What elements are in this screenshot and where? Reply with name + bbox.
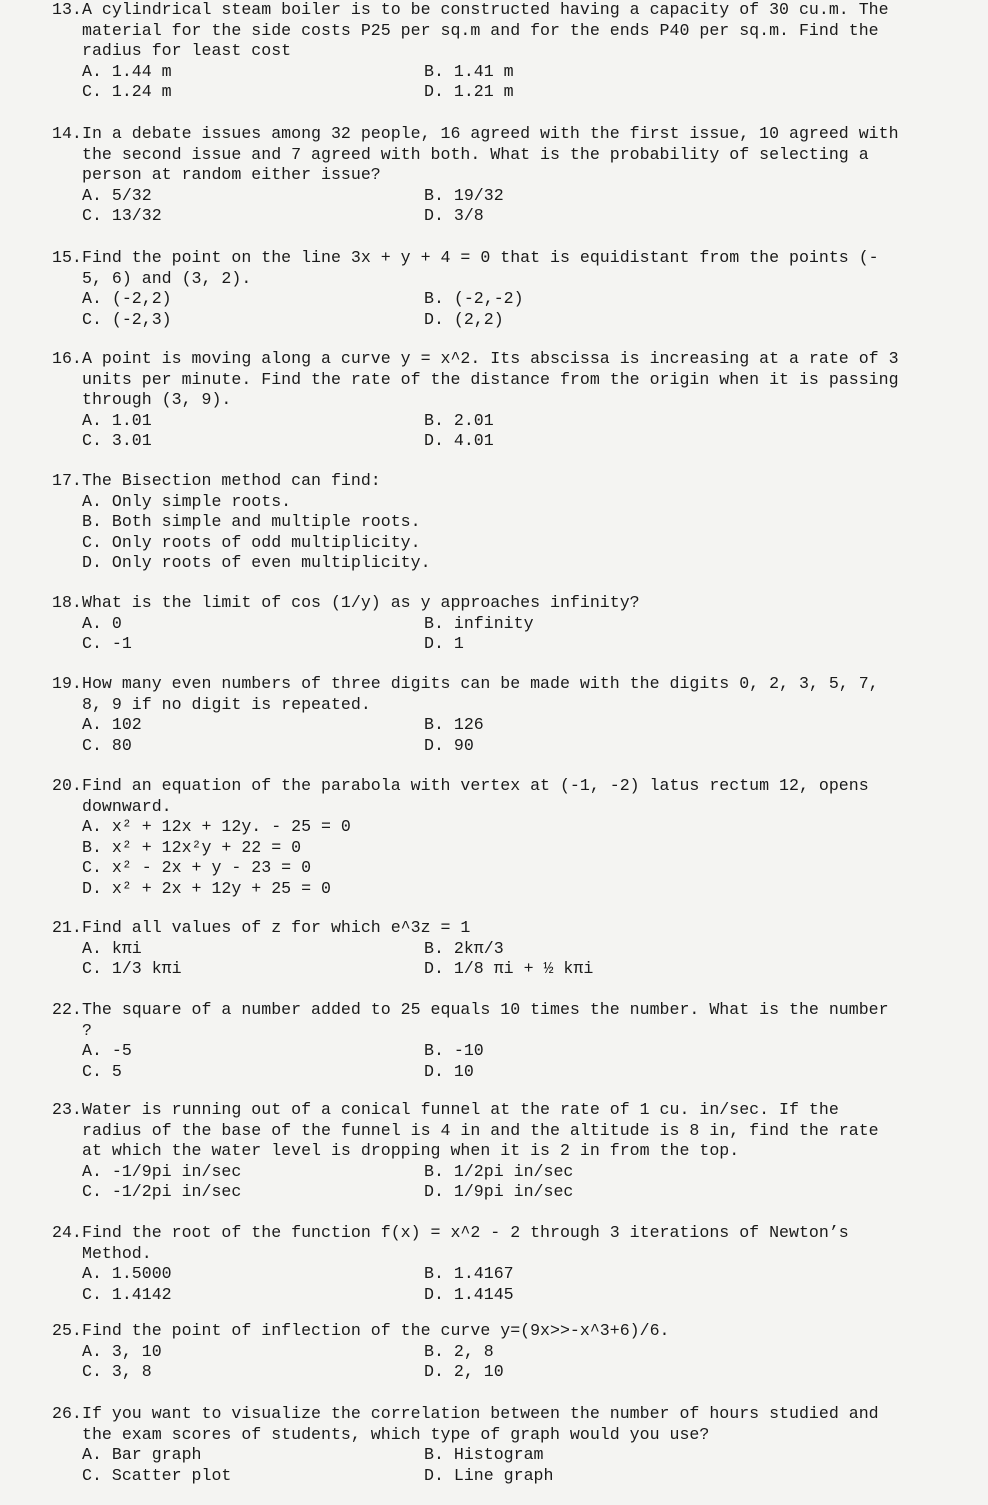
option-c: C. -1 (82, 634, 132, 653)
option-c: C. Scatter plot (82, 1465, 232, 1485)
option-b: B. 1.41 m (424, 61, 514, 81)
question-number: 14. (52, 124, 82, 143)
option-a: A. 1.44 m (82, 61, 172, 81)
question-13 (52, 0, 982, 103)
option-a: A. 102 (82, 715, 142, 734)
option-d: D. 1 (424, 634, 464, 653)
question-number: 16. (52, 349, 82, 368)
option-b: B. 19/32 (424, 185, 504, 205)
question-text: A point is moving along a curve y = x^2. Its abscissa is increasing at a rate of 3 units per minute. Find the rate of the distance from the origin when it is passing through (3, 9). (82, 349, 899, 409)
option-d: D. 90 (424, 735, 474, 755)
option-c: C. 80 (82, 735, 132, 755)
question-number: 19. (52, 674, 82, 693)
question-25 (52, 1321, 982, 1383)
question-16 (52, 349, 982, 452)
option-a: A. Only simple roots. (82, 491, 292, 511)
question-20 (52, 776, 982, 899)
option-a: A. 5/32 (82, 185, 152, 205)
question-text: A cylindrical steam boiler is to be constructed having a capacity of 30 cu.m. The material for the side costs P25 per sq.m and for the ends P40 per sq.m. Find the radius for least cost (82, 0, 889, 60)
option-d: D. 1.4145 (424, 1284, 514, 1304)
question-text: Find an equation of the parabola with vertex at (-1, -2) latus rectum 12, opens downward. (82, 776, 869, 816)
option-a: A. 0 (82, 613, 122, 633)
option-a: A. 1.5000 (82, 1264, 172, 1283)
question-text: Find the point on the line 3x + y + 4 = 0 that is equidistant from the points (- 5, 6) and (3, 2). (82, 248, 879, 288)
option-b: B. (-2,-2) (424, 289, 524, 308)
question-21 (52, 918, 982, 980)
option-b: B. 2, 8 (424, 1341, 494, 1361)
option-b: B. 1.4167 (424, 1264, 514, 1283)
question-number: 15. (52, 248, 82, 267)
question-23 (52, 1100, 982, 1203)
question-22 (52, 1000, 982, 1082)
option-c: C. (-2,3) (82, 309, 172, 329)
option-b: B. 1/2pi in/sec (424, 1161, 574, 1181)
option-d: D. 3/8 (424, 206, 484, 225)
question-number: 21. (52, 918, 82, 937)
question-number: 22. (52, 1000, 82, 1019)
option-c: C. Only roots of odd multiplicity. (82, 532, 421, 552)
option-b: B. x² + 12x²y + 22 = 0 (82, 837, 302, 857)
question-number: 26. (52, 1404, 82, 1423)
question-26 (52, 1404, 982, 1486)
question-number: 18. (52, 593, 82, 612)
option-c: C. 5 (82, 1061, 122, 1081)
option-d: D. 1/8 πi + ½ kπi (424, 959, 594, 978)
question-text: In a debate issues among 32 people, 16 agreed with the first issue, 10 agreed with the second issue and 7 agreed with both. What is the probability of selecting a person at random either issue? (82, 124, 899, 184)
question-text: If you want to visualize the correlation between the number of hours studied and the exam scores of students, which type of graph would you use? (82, 1404, 879, 1444)
option-a: A. 1.01 (82, 410, 152, 430)
option-d: D. 2, 10 (424, 1362, 504, 1381)
question-number: 25. (52, 1321, 82, 1340)
question-text: Find the point of inflection of the curve y=(9x>>-x^3+6)/6. (82, 1321, 670, 1340)
option-a: A. (-2,2) (82, 289, 172, 308)
question-text: Find all values of z for which e^3z = 1 (82, 918, 471, 937)
option-d: D. Only roots of even multiplicity. (82, 553, 431, 572)
option-d: D. 4.01 (424, 431, 494, 450)
option-c: C. 3, 8 (82, 1362, 152, 1381)
option-c: C. 1.24 m (82, 82, 172, 101)
question-text: The Bisection method can find: (82, 471, 381, 490)
option-c: C. x² - 2x + y - 23 = 0 (82, 858, 312, 877)
question-number: 24. (52, 1223, 82, 1242)
option-a: A. kπi (82, 938, 142, 958)
option-d: D. 10 (424, 1061, 474, 1081)
option-a: A. 3, 10 (82, 1341, 162, 1361)
option-b: B. infinity (424, 613, 534, 633)
option-c: C. 1/3 kπi (82, 959, 182, 978)
question-text: What is the limit of cos (1/y) as y approaches infinity? (82, 593, 640, 612)
question-number: 17. (52, 471, 82, 490)
question-text: The square of a number added to 25 equals 10 times the number. What is the number ? (82, 1000, 889, 1040)
question-number: 13. (52, 0, 82, 19)
option-c: C. -1/2pi in/sec (82, 1182, 242, 1201)
question-text: How many even numbers of three digits can be made with the digits 0, 2, 3, 5, 7, 8, 9 if no digit is repeated. (82, 674, 879, 714)
option-b: B. 2.01 (424, 410, 494, 430)
question-number: 20. (52, 776, 82, 795)
option-d: D. 1.21 m (424, 82, 514, 101)
question-19 (52, 674, 982, 756)
option-b: B. Both simple and multiple roots. (82, 512, 421, 531)
option-a: A. -5 (82, 1041, 132, 1060)
option-a: A. Bar graph (82, 1445, 202, 1464)
question-14 (52, 124, 982, 227)
option-d: D. x² + 2x + 12y + 25 = 0 (82, 878, 331, 898)
option-c: C. 13/32 (82, 206, 162, 225)
option-c: C. 1.4142 (82, 1284, 172, 1304)
option-b: B. 2kπ/3 (424, 938, 504, 958)
question-17 (52, 471, 982, 574)
question-18 (52, 593, 982, 655)
question-text: Water is running out of a conical funnel at the rate of 1 cu. in/sec. If the radius of the base of the funnel is 4 in and the altitude is 8 in, find the rate at which the water level is dropping when it is 2 in from the top. (82, 1100, 879, 1160)
option-c: C. 3.01 (82, 431, 152, 450)
option-b: B. -10 (424, 1041, 484, 1060)
question-15 (52, 248, 982, 330)
option-b: B. 126 (424, 715, 484, 734)
option-a: A. -1/9pi in/sec (82, 1161, 242, 1181)
question-number: 23. (52, 1100, 82, 1119)
question-24 (52, 1223, 982, 1305)
question-text: Find the root of the function f(x) = x^2 - 2 through 3 iterations of Newton’s Method. (82, 1223, 849, 1263)
option-b: B. Histogram (424, 1445, 544, 1464)
option-d: D. (2,2) (424, 309, 504, 329)
option-a: A. x² + 12x + 12y. - 25 = 0 (82, 817, 351, 836)
option-d: D. 1/9pi in/sec (424, 1182, 574, 1201)
option-d: D. Line graph (424, 1465, 554, 1485)
